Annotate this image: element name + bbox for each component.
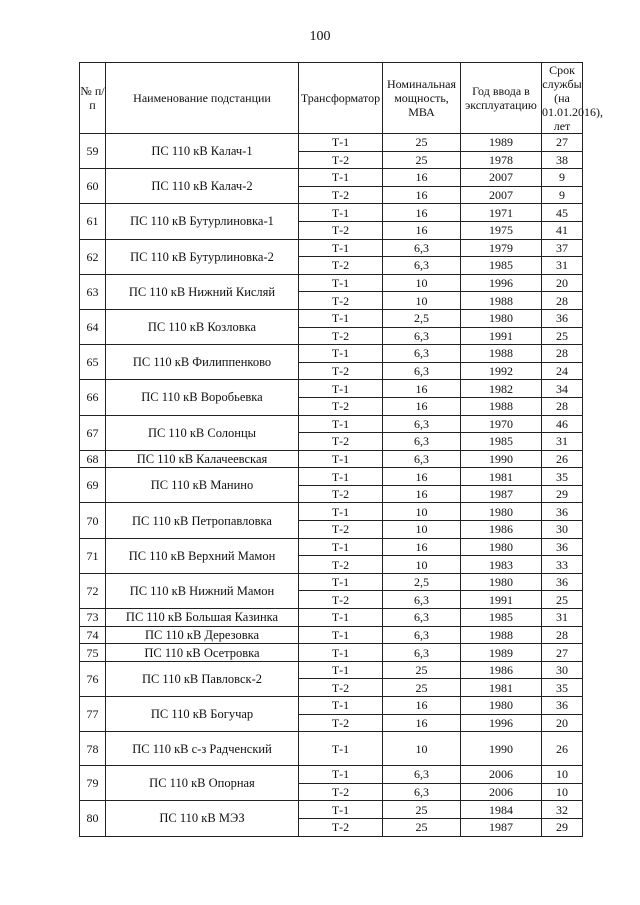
cell-power: 10 [383, 521, 461, 539]
cell-power: 10 [383, 274, 461, 292]
cell-num: 65 [80, 345, 106, 380]
header-power: Номинальная мощность, МВА [383, 63, 461, 134]
cell-transformer: Т-2 [299, 327, 383, 345]
cell-transformer: Т-1 [299, 169, 383, 187]
cell-year: 1988 [461, 397, 542, 415]
cell-service: 33 [542, 556, 583, 574]
cell-year: 1987 [461, 818, 542, 836]
cell-service: 32 [542, 801, 583, 819]
cell-transformer: Т-1 [299, 134, 383, 152]
cell-year: 1988 [461, 292, 542, 310]
cell-power: 6,3 [383, 783, 461, 801]
cell-substation-name: ПС 110 кВ Павловск-2 [106, 661, 299, 696]
cell-transformer: Т-1 [299, 538, 383, 556]
cell-year: 1983 [461, 556, 542, 574]
cell-num: 69 [80, 468, 106, 503]
cell-substation-name: ПС 110 кВ с-з Радченский [106, 732, 299, 766]
table-row [80, 134, 583, 152]
cell-num: 70 [80, 503, 106, 538]
cell-transformer: Т-1 [299, 626, 383, 644]
cell-year: 1985 [461, 433, 542, 451]
cell-transformer: Т-1 [299, 697, 383, 715]
cell-service: 28 [542, 345, 583, 363]
cell-transformer: Т-2 [299, 556, 383, 574]
cell-year: 1980 [461, 309, 542, 327]
cell-substation-name: ПС 110 кВ Большая Казинка [106, 609, 299, 627]
cell-num: 76 [80, 661, 106, 696]
cell-power: 16 [383, 468, 461, 486]
cell-service: 25 [542, 327, 583, 345]
table-row [80, 468, 583, 486]
cell-power: 6,3 [383, 766, 461, 784]
cell-power: 25 [383, 679, 461, 697]
cell-year: 1989 [461, 134, 542, 152]
cell-transformer: Т-1 [299, 468, 383, 486]
cell-year: 1986 [461, 661, 542, 679]
cell-service: 31 [542, 433, 583, 451]
cell-power: 25 [383, 134, 461, 152]
cell-substation-name: ПС 110 кВ Нижний Кисляй [106, 274, 299, 309]
cell-transformer: Т-2 [299, 485, 383, 503]
cell-num: 63 [80, 274, 106, 309]
cell-year: 1988 [461, 626, 542, 644]
cell-substation-name: ПС 110 кВ Верхний Мамон [106, 538, 299, 573]
cell-transformer: Т-1 [299, 644, 383, 662]
cell-transformer: Т-1 [299, 573, 383, 591]
cell-transformer: Т-2 [299, 257, 383, 275]
cell-transformer: Т-2 [299, 679, 383, 697]
cell-power: 16 [383, 397, 461, 415]
cell-power: 10 [383, 556, 461, 574]
substation-table [79, 62, 603, 837]
cell-transformer: Т-2 [299, 151, 383, 169]
table-row [80, 661, 583, 679]
cell-num: 61 [80, 204, 106, 239]
header-num: № п/п [80, 63, 106, 134]
table-row [80, 801, 583, 819]
cell-num: 68 [80, 450, 106, 468]
table-row [80, 204, 583, 222]
cell-substation-name: ПС 110 кВ Филиппенково [106, 345, 299, 380]
table-row [80, 309, 583, 327]
cell-transformer: Т-2 [299, 818, 383, 836]
cell-substation-name: ПС 110 кВ Калач-1 [106, 134, 299, 169]
table-row [80, 697, 583, 715]
cell-substation-name: ПС 110 кВ Калачеевская [106, 450, 299, 468]
cell-service: 31 [542, 609, 583, 627]
table-row [80, 380, 583, 398]
cell-power: 6,3 [383, 591, 461, 609]
cell-transformer: Т-2 [299, 521, 383, 539]
cell-transformer: Т-1 [299, 766, 383, 784]
table-row [80, 345, 583, 363]
cell-power: 6,3 [383, 609, 461, 627]
cell-year: 1990 [461, 732, 542, 766]
cell-transformer: Т-1 [299, 309, 383, 327]
cell-year: 1980 [461, 503, 542, 521]
cell-transformer: Т-2 [299, 591, 383, 609]
cell-year: 1981 [461, 468, 542, 486]
cell-year: 1996 [461, 274, 542, 292]
cell-substation-name: ПС 110 кВ Бутурлиновка-2 [106, 239, 299, 274]
table-row [80, 239, 583, 257]
cell-num: 75 [80, 644, 106, 662]
cell-transformer: Т-2 [299, 397, 383, 415]
cell-num: 80 [80, 801, 106, 836]
cell-service: 9 [542, 186, 583, 204]
cell-power: 16 [383, 169, 461, 187]
cell-year: 1980 [461, 573, 542, 591]
cell-num: 64 [80, 309, 106, 344]
cell-num: 77 [80, 697, 106, 732]
cell-year: 2006 [461, 783, 542, 801]
cell-num: 74 [80, 626, 106, 644]
header-service: Срок службы (на 01.01.2016), лет [542, 63, 603, 133]
cell-substation-name: ПС 110 кВ Солонцы [106, 415, 299, 450]
table-row [80, 573, 583, 591]
cell-power: 10 [383, 732, 461, 766]
cell-service: 35 [542, 468, 583, 486]
cell-service: 26 [542, 450, 583, 468]
cell-power: 6,3 [383, 362, 461, 380]
cell-year: 1975 [461, 221, 542, 239]
cell-transformer: Т-1 [299, 661, 383, 679]
cell-transformer: Т-1 [299, 503, 383, 521]
cell-year: 1985 [461, 257, 542, 275]
cell-substation-name: ПС 110 кВ Калач-2 [106, 169, 299, 204]
cell-num: 79 [80, 766, 106, 801]
cell-transformer: Т-1 [299, 801, 383, 819]
cell-substation-name: ПС 110 кВ МЭЗ [106, 801, 299, 836]
cell-transformer: Т-2 [299, 714, 383, 732]
cell-year: 2006 [461, 766, 542, 784]
cell-service: 29 [542, 485, 583, 503]
cell-year: 2007 [461, 186, 542, 204]
header-name: Наименование подстанции [106, 63, 299, 134]
cell-power: 6,3 [383, 257, 461, 275]
cell-service: 26 [542, 732, 583, 766]
cell-power: 6,3 [383, 433, 461, 451]
cell-substation-name: ПС 110 кВ Опорная [106, 766, 299, 801]
cell-num: 72 [80, 573, 106, 608]
cell-transformer: Т-1 [299, 239, 383, 257]
cell-year: 1996 [461, 714, 542, 732]
cell-power: 16 [383, 697, 461, 715]
cell-transformer: Т-1 [299, 345, 383, 363]
cell-year: 1984 [461, 801, 542, 819]
cell-year: 1979 [461, 239, 542, 257]
cell-service: 27 [542, 134, 583, 152]
cell-substation-name: ПС 110 кВ Дерезовка [106, 626, 299, 644]
cell-year: 1988 [461, 345, 542, 363]
cell-year: 1990 [461, 450, 542, 468]
cell-service: 30 [542, 661, 583, 679]
cell-power: 2,5 [383, 309, 461, 327]
cell-transformer: Т-1 [299, 380, 383, 398]
cell-power: 16 [383, 485, 461, 503]
cell-service: 37 [542, 239, 583, 257]
header-year: Год ввода в эксплуатацию [461, 63, 542, 134]
table-row [80, 766, 583, 784]
table-row [80, 415, 583, 433]
header-transformer: Трансформатор [299, 63, 383, 134]
cell-service: 36 [542, 503, 583, 521]
cell-transformer: Т-2 [299, 221, 383, 239]
table-row [80, 503, 583, 521]
table-header-row [80, 63, 583, 134]
cell-year: 1981 [461, 679, 542, 697]
cell-transformer: Т-1 [299, 274, 383, 292]
table-row [80, 644, 583, 662]
cell-power: 6,3 [383, 626, 461, 644]
cell-substation-name: ПС 110 кВ Петропавловка [106, 503, 299, 538]
cell-substation-name: ПС 110 кВ Богучар [106, 697, 299, 732]
cell-service: 36 [542, 697, 583, 715]
cell-year: 1971 [461, 204, 542, 222]
cell-service: 28 [542, 626, 583, 644]
cell-service: 20 [542, 274, 583, 292]
cell-transformer: Т-2 [299, 783, 383, 801]
cell-service: 41 [542, 221, 583, 239]
cell-service: 34 [542, 380, 583, 398]
cell-power: 16 [383, 204, 461, 222]
table-row [80, 626, 583, 644]
cell-transformer: Т-1 [299, 609, 383, 627]
cell-service: 28 [542, 397, 583, 415]
cell-substation-name: ПС 110 кВ Козловка [106, 309, 299, 344]
table-row [80, 732, 583, 766]
cell-num: 78 [80, 732, 106, 766]
cell-power: 16 [383, 538, 461, 556]
cell-transformer: Т-2 [299, 362, 383, 380]
cell-year: 1985 [461, 609, 542, 627]
cell-substation-name: ПС 110 кВ Манино [106, 468, 299, 503]
cell-substation-name: ПС 110 кВ Воробьевка [106, 380, 299, 415]
cell-num: 59 [80, 134, 106, 169]
cell-service: 38 [542, 151, 583, 169]
cell-year: 1978 [461, 151, 542, 169]
cell-transformer: Т-1 [299, 732, 383, 766]
cell-transformer: Т-1 [299, 415, 383, 433]
cell-power: 16 [383, 221, 461, 239]
cell-service: 45 [542, 204, 583, 222]
page-number: 100 [309, 29, 331, 44]
cell-year: 1980 [461, 697, 542, 715]
cell-service: 25 [542, 591, 583, 609]
cell-power: 6,3 [383, 345, 461, 363]
cell-power: 16 [383, 186, 461, 204]
cell-substation-name: ПС 110 кВ Нижний Мамон [106, 573, 299, 608]
table-row [80, 274, 583, 292]
cell-power: 6,3 [383, 239, 461, 257]
cell-year: 1989 [461, 644, 542, 662]
cell-transformer: Т-1 [299, 204, 383, 222]
cell-service: 10 [542, 766, 583, 784]
cell-num: 60 [80, 169, 106, 204]
cell-transformer: Т-2 [299, 186, 383, 204]
table-row [80, 538, 583, 556]
cell-transformer: Т-2 [299, 433, 383, 451]
table-row [80, 450, 583, 468]
cell-power: 2,5 [383, 573, 461, 591]
cell-year: 1986 [461, 521, 542, 539]
cell-service: 9 [542, 169, 583, 187]
cell-substation-name: ПС 110 кВ Осетровка [106, 644, 299, 662]
cell-substation-name: ПС 110 кВ Бутурлиновка-1 [106, 204, 299, 239]
cell-year: 1970 [461, 415, 542, 433]
cell-num: 67 [80, 415, 106, 450]
cell-service: 30 [542, 521, 583, 539]
cell-year: 1991 [461, 591, 542, 609]
cell-transformer: Т-1 [299, 450, 383, 468]
cell-power: 6,3 [383, 327, 461, 345]
cell-power: 6,3 [383, 644, 461, 662]
cell-transformer: Т-2 [299, 292, 383, 310]
cell-service: 24 [542, 362, 583, 380]
cell-year: 1982 [461, 380, 542, 398]
cell-service: 29 [542, 818, 583, 836]
cell-power: 25 [383, 661, 461, 679]
cell-power: 25 [383, 818, 461, 836]
cell-service: 46 [542, 415, 583, 433]
cell-year: 1991 [461, 327, 542, 345]
cell-year: 2007 [461, 169, 542, 187]
cell-year: 1980 [461, 538, 542, 556]
cell-power: 6,3 [383, 415, 461, 433]
cell-service: 28 [542, 292, 583, 310]
cell-power: 10 [383, 503, 461, 521]
cell-year: 1987 [461, 485, 542, 503]
cell-service: 35 [542, 679, 583, 697]
table-row [80, 609, 583, 627]
cell-power: 16 [383, 714, 461, 732]
cell-year: 1992 [461, 362, 542, 380]
table-body [80, 134, 583, 837]
cell-num: 73 [80, 609, 106, 627]
cell-power: 25 [383, 151, 461, 169]
cell-service: 36 [542, 573, 583, 591]
cell-num: 62 [80, 239, 106, 274]
cell-num: 71 [80, 538, 106, 573]
cell-power: 10 [383, 292, 461, 310]
cell-service: 36 [542, 309, 583, 327]
cell-power: 16 [383, 380, 461, 398]
cell-power: 25 [383, 801, 461, 819]
cell-service: 20 [542, 714, 583, 732]
cell-service: 27 [542, 644, 583, 662]
cell-service: 10 [542, 783, 583, 801]
cell-service: 36 [542, 538, 583, 556]
table-row [80, 169, 583, 187]
cell-power: 6,3 [383, 450, 461, 468]
cell-service: 31 [542, 257, 583, 275]
cell-num: 66 [80, 380, 106, 415]
